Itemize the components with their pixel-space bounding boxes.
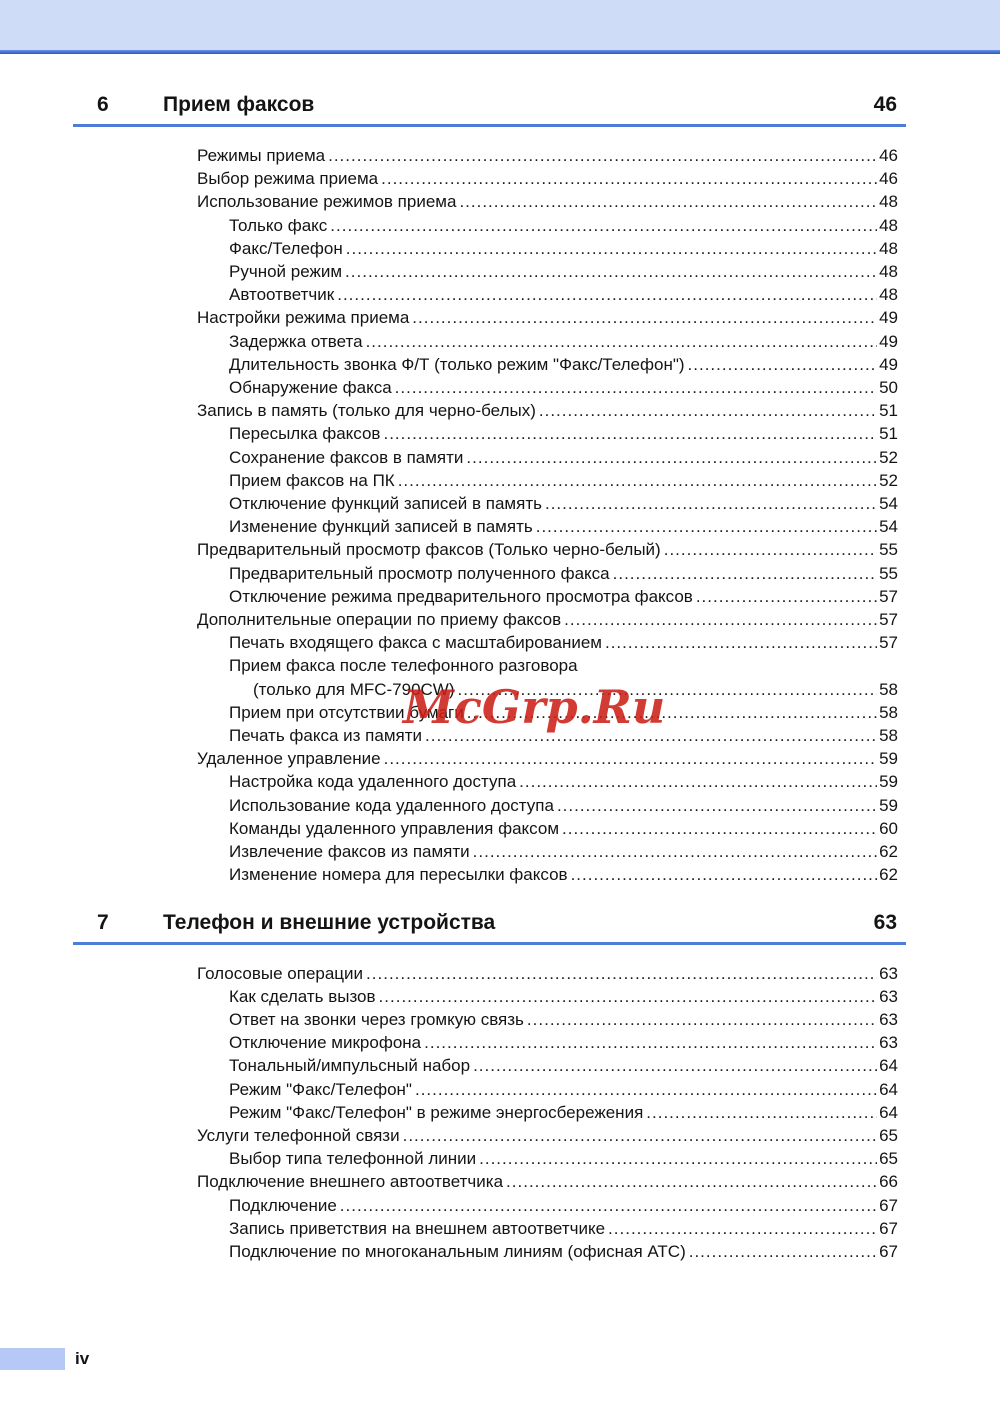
entry-page-number: 57 bbox=[879, 586, 898, 606]
entry-label: Режим "Факс/Телефон" bbox=[229, 1079, 412, 1099]
entry-label: Печать входящего факса с масштабированием bbox=[229, 633, 602, 653]
header-band bbox=[0, 0, 1000, 50]
toc-entry[interactable] bbox=[197, 190, 898, 213]
entry-page-number: 51 bbox=[879, 424, 898, 444]
chapter-entries bbox=[0, 962, 898, 1264]
toc-entry[interactable] bbox=[229, 1147, 898, 1170]
entry-label: Извлечение факсов из памяти bbox=[229, 842, 470, 862]
dot-leader bbox=[473, 840, 877, 863]
dot-leader bbox=[545, 492, 877, 515]
dot-leader bbox=[340, 1194, 877, 1217]
dot-leader bbox=[605, 631, 877, 654]
toc-entry[interactable] bbox=[197, 399, 898, 422]
toc-entry[interactable] bbox=[229, 562, 898, 585]
toc-chapter bbox=[0, 910, 1000, 1264]
entry-label: Подключение bbox=[229, 1195, 337, 1215]
toc-entry[interactable] bbox=[229, 1194, 898, 1217]
dot-leader bbox=[337, 283, 877, 306]
toc-entry[interactable] bbox=[229, 260, 898, 283]
toc-entry[interactable] bbox=[229, 1008, 898, 1031]
dot-leader bbox=[384, 747, 877, 770]
entry-label: Услуги телефонной связи bbox=[197, 1125, 400, 1145]
dot-leader bbox=[689, 1240, 877, 1263]
entry-label: Подключение по многоканальным линиям (офисная АТС) bbox=[229, 1241, 686, 1261]
entry-label: Подключение внешнего автоответчика bbox=[197, 1172, 504, 1192]
entry-label: Пересылка факсов bbox=[229, 424, 381, 444]
toc-entry[interactable] bbox=[229, 1031, 898, 1054]
chapter-title: Телефон и внешние устройства bbox=[163, 910, 496, 934]
entry-page-number: 65 bbox=[879, 1149, 898, 1169]
entry-label: Использование кода удаленного доступа bbox=[229, 795, 554, 815]
entry-label: Задержка ответа bbox=[229, 331, 363, 351]
entry-page-number: 62 bbox=[879, 842, 898, 862]
entry-label: Факс/Телефон bbox=[229, 238, 343, 258]
entry-page-number: 54 bbox=[879, 494, 898, 514]
toc-entry[interactable] bbox=[229, 631, 898, 654]
toc-entry[interactable] bbox=[229, 330, 898, 353]
entry-label: Режим "Факс/Телефон" в режиме энергосбережения bbox=[229, 1102, 644, 1122]
entry-page-number: 66 bbox=[879, 1172, 898, 1192]
entry-page-number: 59 bbox=[879, 795, 898, 815]
entry-label: Сохранение факсов в памяти bbox=[229, 447, 464, 467]
dot-leader bbox=[608, 1217, 877, 1240]
toc-entry[interactable] bbox=[229, 863, 898, 886]
dot-leader bbox=[415, 1078, 877, 1101]
toc-entry[interactable] bbox=[229, 1078, 898, 1101]
watermark-text: McGrp.Ru bbox=[403, 680, 666, 734]
entry-page-number: 48 bbox=[879, 192, 898, 212]
toc-entry[interactable] bbox=[197, 144, 898, 167]
dot-leader bbox=[395, 376, 877, 399]
entry-page-number: 63 bbox=[879, 1009, 898, 1029]
entry-page-number: 65 bbox=[879, 1125, 898, 1145]
entry-page-number: 60 bbox=[879, 818, 898, 838]
entry-label: Изменение функций записей в память bbox=[229, 517, 533, 537]
dot-leader bbox=[527, 1008, 877, 1031]
dot-leader bbox=[519, 770, 877, 793]
toc-entry[interactable] bbox=[229, 1054, 898, 1077]
dot-leader bbox=[613, 562, 877, 585]
entry-page-number: 59 bbox=[879, 749, 898, 769]
entry-page-number: 64 bbox=[879, 1056, 898, 1076]
chapter-title: Прием факсов bbox=[163, 93, 315, 116]
entry-label: Выбор режима приема bbox=[197, 169, 379, 189]
dot-leader bbox=[424, 1031, 877, 1054]
dot-leader bbox=[506, 1170, 877, 1193]
entry-label: Предварительный просмотр факсов (Только черно-белый) bbox=[197, 540, 661, 560]
entry-label: Ручной режим bbox=[229, 262, 343, 282]
entry-label: Как сделать вызов bbox=[229, 986, 376, 1006]
entry-page-number: 64 bbox=[879, 1102, 898, 1122]
entry-label: Запись приветствия на внешнем автоответчике bbox=[229, 1218, 606, 1238]
entry-page-number: 46 bbox=[879, 146, 898, 165]
entry-page-number: 58 bbox=[879, 702, 898, 722]
entry-page-number: 46 bbox=[879, 169, 898, 189]
entry-label: Изменение номера для пересылки факсов bbox=[229, 865, 568, 885]
toc-entry[interactable] bbox=[229, 840, 898, 863]
entry-page-number: 67 bbox=[879, 1195, 898, 1215]
dot-leader bbox=[646, 1101, 877, 1124]
entry-page-number: 63 bbox=[879, 1033, 898, 1053]
entry-page-number: 49 bbox=[879, 308, 898, 328]
dot-leader bbox=[696, 585, 877, 608]
entry-page-number: 55 bbox=[879, 540, 898, 560]
dot-leader bbox=[366, 330, 878, 353]
entry-label: Ответ на звонки через громкую связь bbox=[229, 1009, 524, 1029]
toc-entry[interactable] bbox=[229, 585, 898, 608]
entry-label: Отключение режима предварительного просмотра факсов bbox=[229, 586, 693, 606]
entry-label: Настройка кода удаленного доступа bbox=[229, 772, 517, 792]
entry-page-number: 52 bbox=[879, 470, 898, 490]
entry-page-number: 55 bbox=[879, 563, 898, 583]
toc-chapter bbox=[0, 92, 1000, 887]
entry-page-number: 58 bbox=[879, 726, 898, 746]
entry-label: Отключение микрофона bbox=[229, 1033, 422, 1053]
entry-page-number: 48 bbox=[879, 262, 898, 282]
dot-leader bbox=[539, 399, 877, 422]
chapter-page-number: 63 bbox=[873, 910, 897, 934]
chapter-heading[interactable] bbox=[73, 92, 906, 127]
entry-page-number: 59 bbox=[879, 772, 898, 792]
entry-page-number: 52 bbox=[879, 447, 898, 467]
dot-leader bbox=[345, 260, 877, 283]
entry-page-number: 63 bbox=[879, 963, 898, 983]
dot-leader bbox=[664, 538, 877, 561]
dot-leader bbox=[383, 422, 877, 445]
dot-leader bbox=[381, 167, 877, 190]
entry-label: Печать факса из памяти bbox=[229, 726, 423, 746]
entry-page-number: 49 bbox=[879, 331, 898, 351]
toc-entry[interactable] bbox=[229, 446, 898, 469]
entry-label: Запись в память (только для черно-белых) bbox=[197, 401, 536, 421]
toc-entry[interactable] bbox=[229, 770, 898, 793]
entry-label: Удаленное управление bbox=[197, 749, 381, 769]
entry-page-number: 51 bbox=[879, 401, 898, 421]
toc-entry[interactable] bbox=[229, 1101, 898, 1124]
dot-leader bbox=[366, 962, 877, 985]
entry-page-number: 67 bbox=[879, 1218, 898, 1238]
dot-leader bbox=[398, 469, 877, 492]
dot-leader bbox=[330, 214, 877, 237]
chapter-number: 6 bbox=[97, 93, 109, 116]
toc-entry[interactable] bbox=[197, 306, 898, 329]
entry-page-number: 63 bbox=[879, 986, 898, 1006]
entry-label: Длительность звонка Ф/Т (только режим "Факс/Телефон") bbox=[229, 354, 685, 374]
entry-label: Использование режимов приема bbox=[197, 192, 457, 212]
entry-page-number: 48 bbox=[879, 238, 898, 258]
toc-entry[interactable] bbox=[229, 794, 898, 817]
dot-leader bbox=[459, 190, 877, 213]
entry-label: (только для MFC-790CW) bbox=[253, 679, 455, 699]
entry-label: Предварительный просмотр полученного факса bbox=[229, 563, 610, 583]
dot-leader bbox=[346, 237, 877, 260]
entry-label: Тональный/импульсный набор bbox=[229, 1056, 471, 1076]
toc-entry[interactable] bbox=[229, 237, 898, 260]
toc-entry[interactable] bbox=[229, 1240, 898, 1263]
entry-label: Автоответчик bbox=[229, 285, 335, 305]
entry-label: Голосовые операции bbox=[197, 963, 364, 983]
toc-entry[interactable] bbox=[197, 962, 898, 985]
dot-leader bbox=[536, 515, 877, 538]
toc-entry[interactable] bbox=[197, 167, 898, 190]
toc-entry[interactable] bbox=[229, 353, 898, 376]
table-of-contents bbox=[0, 92, 1000, 1263]
entry-page-number: 57 bbox=[879, 633, 898, 653]
dot-leader bbox=[571, 863, 878, 886]
toc-entry[interactable] bbox=[229, 492, 898, 515]
dot-leader bbox=[412, 306, 877, 329]
toc-entry[interactable] bbox=[229, 469, 898, 492]
toc-entry[interactable] bbox=[229, 422, 898, 445]
entry-label: Выбор типа телефонной линии bbox=[229, 1149, 477, 1169]
chapter-heading[interactable] bbox=[73, 910, 906, 945]
entry-page-number: 58 bbox=[879, 679, 898, 699]
entry-page-number: 49 bbox=[879, 354, 898, 374]
toc-entry[interactable] bbox=[229, 1217, 898, 1240]
dot-leader bbox=[479, 1147, 877, 1170]
toc-entry[interactable] bbox=[229, 654, 898, 677]
toc-entry[interactable] bbox=[197, 538, 898, 561]
entry-label: Режимы приема bbox=[197, 146, 326, 165]
entry-label: Дополнительные операции по приему факсов bbox=[197, 610, 562, 630]
entry-page-number: 54 bbox=[879, 517, 898, 537]
entry-label: Прием факсов на ПК bbox=[229, 470, 395, 490]
dot-leader bbox=[562, 817, 877, 840]
dot-leader bbox=[557, 794, 877, 817]
entry-label: Отключение функций записей в память bbox=[229, 494, 542, 514]
entry-page-number: 48 bbox=[879, 215, 898, 235]
dot-leader bbox=[564, 608, 877, 631]
entry-label: Только факс bbox=[229, 215, 328, 235]
dot-leader bbox=[403, 1124, 877, 1147]
entry-label: Прием при отсутствии бумаги bbox=[229, 702, 464, 722]
dot-leader bbox=[473, 1054, 877, 1077]
entry-label: Обнаружение факса bbox=[229, 378, 392, 398]
toc-entry[interactable] bbox=[229, 515, 898, 538]
entry-label: Настройки режима приема bbox=[197, 308, 410, 328]
dot-leader bbox=[466, 446, 877, 469]
entry-page-number: 67 bbox=[879, 1241, 898, 1261]
toc-entry[interactable] bbox=[229, 376, 898, 399]
entry-page-number: 62 bbox=[879, 865, 898, 885]
toc-entry[interactable] bbox=[229, 985, 898, 1008]
dot-leader bbox=[688, 353, 878, 376]
entry-page-number: 64 bbox=[879, 1079, 898, 1099]
toc-entry[interactable] bbox=[229, 214, 898, 237]
dot-leader bbox=[379, 985, 878, 1008]
toc-entry[interactable] bbox=[197, 747, 898, 770]
entry-label: Прием факса после телефонного разговора bbox=[229, 656, 578, 676]
entry-page-number: 48 bbox=[879, 285, 898, 305]
toc-entry[interactable] bbox=[197, 608, 898, 631]
header-divider bbox=[0, 50, 1000, 54]
entry-label: Команды удаленного управления факсом bbox=[229, 818, 560, 838]
toc-entry[interactable] bbox=[197, 1170, 898, 1193]
chapter-entries bbox=[0, 144, 898, 887]
dot-leader bbox=[328, 144, 877, 167]
toc-entry[interactable] bbox=[229, 283, 898, 306]
entry-page-number: 50 bbox=[879, 378, 898, 398]
entry-page-number: 57 bbox=[879, 610, 898, 630]
chapter-number: 7 bbox=[97, 910, 109, 934]
toc-entry[interactable] bbox=[229, 817, 898, 840]
toc-entry[interactable] bbox=[197, 1124, 898, 1147]
chapter-page-number: 46 bbox=[873, 93, 897, 116]
footer-bar bbox=[0, 1348, 65, 1370]
footer-page-number: iv bbox=[75, 1349, 90, 1368]
